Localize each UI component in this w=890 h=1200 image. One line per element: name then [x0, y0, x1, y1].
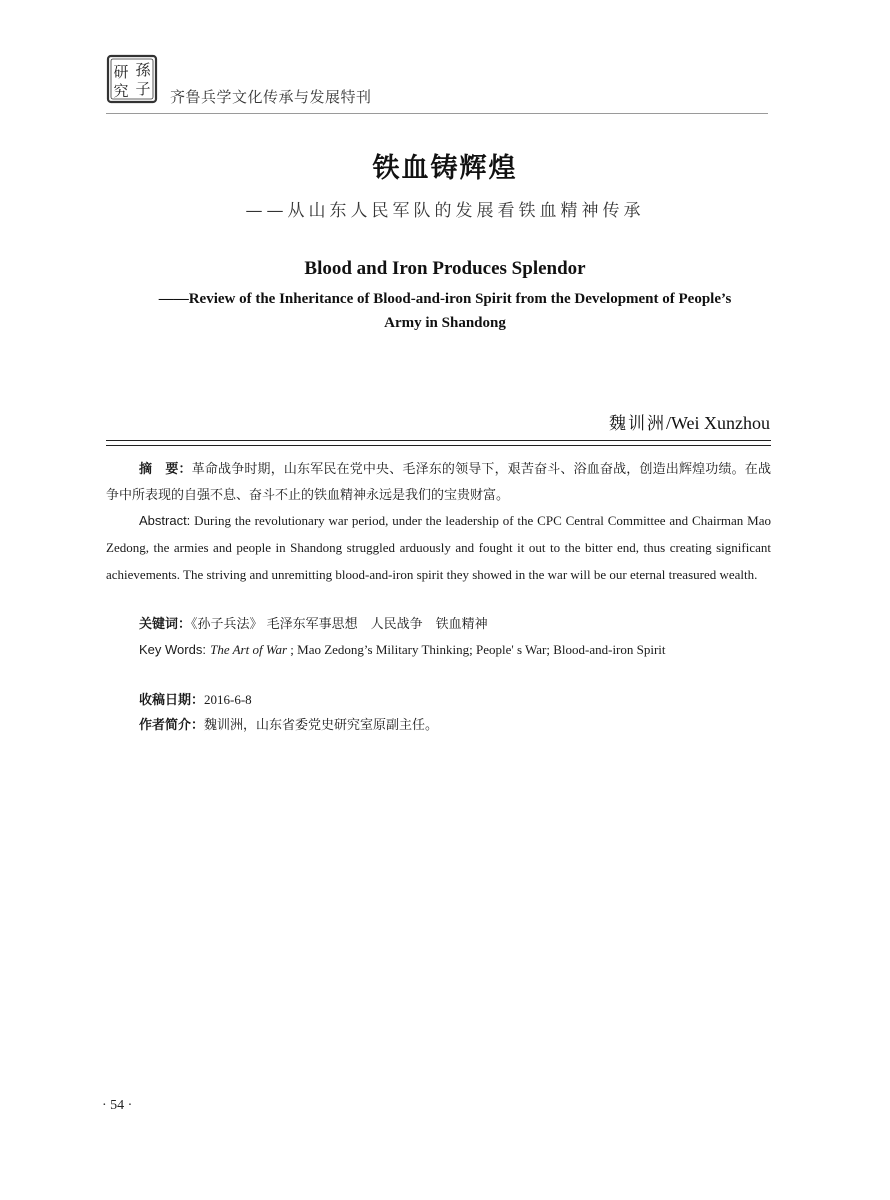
article-subtitle-en-line1: ——Review of the Inheritance of Blood-and-iron Spirit from the Development of People’s [158, 291, 732, 307]
svg-text:孫: 孫 [135, 61, 151, 79]
journal-title: 齐鲁兵学文化传承与发展特刊 [170, 88, 372, 106]
page-number: · 54 · [102, 1098, 133, 1113]
author-byline [609, 409, 770, 434]
received-date-label: 收稿日期： [139, 693, 205, 708]
received-date [139, 687, 252, 714]
author-name-cn: 魏训洲 [608, 414, 666, 434]
keywords-en [139, 637, 666, 664]
svg-text:研: 研 [113, 63, 129, 81]
article-subtitle-cn: ——从山东人民军队的发展看铁血精神传承 [245, 201, 645, 221]
abstract-cn-label: 摘 要： [139, 462, 192, 477]
author-bio [139, 713, 438, 739]
article-title-cn: 铁血铸辉煌 [372, 153, 518, 184]
header-divider [106, 113, 768, 114]
author-bio-value: 魏训洲，山东省委党史研究室原副主任。 [204, 718, 439, 733]
abstract-en-text: During the revolutionary war period, under the leadership of the CPC Central Committee and Chairman Mao Zedong, the armies and people in Shandong struggled arduously and fought it out to the bitter end, thus creating significant achievements. The striving and unremitting blood-and-iron spirit they showed in the war will be our eternal treasured wealth. [106, 513, 771, 582]
keywords-cn [139, 612, 488, 638]
svg-text:究: 究 [113, 82, 129, 100]
abstract-en-label: Abstract: [139, 513, 191, 528]
article-subtitle-en-line2: Army in Shandong [384, 315, 506, 331]
abstract-en [106, 508, 771, 589]
article-subtitle-en [0, 287, 890, 335]
abstract-cn-text: 革命战争时期，山东军民在党中央、毛泽东的领导下，艰苦奋斗、浴血奋战，创造出辉煌功绩。在战争中所表现的自强不息、奋斗不止的铁血精神永远是我们的宝贵财富。 [106, 462, 771, 503]
author-divider-top [106, 440, 771, 441]
author-bio-label: 作者简介： [139, 718, 205, 733]
keywords-cn-text: 《孙子兵法》 毛泽东军事思想 人民战争 铁血精神 [191, 617, 488, 632]
keywords-cn-label: 关键词： [139, 617, 192, 632]
journal-seal-logo [106, 54, 158, 104]
keywords-en-label: Key Words: [139, 642, 206, 657]
article-title-en: Blood and Iron Produces Splendor [304, 258, 586, 279]
abstract-cn [106, 457, 771, 509]
keywords-en-book-title: The Art of War [210, 642, 288, 657]
received-date-value: 2016-6-8 [204, 692, 252, 707]
keywords-en-rest: ; Mao Zedong’s Military Thinking; People' s War; Blood-and-iron Spirit [287, 642, 666, 657]
author-divider-bottom [106, 445, 771, 446]
author-name-en: /Wei Xunzhou [665, 413, 770, 433]
svg-text:子: 子 [135, 80, 151, 98]
